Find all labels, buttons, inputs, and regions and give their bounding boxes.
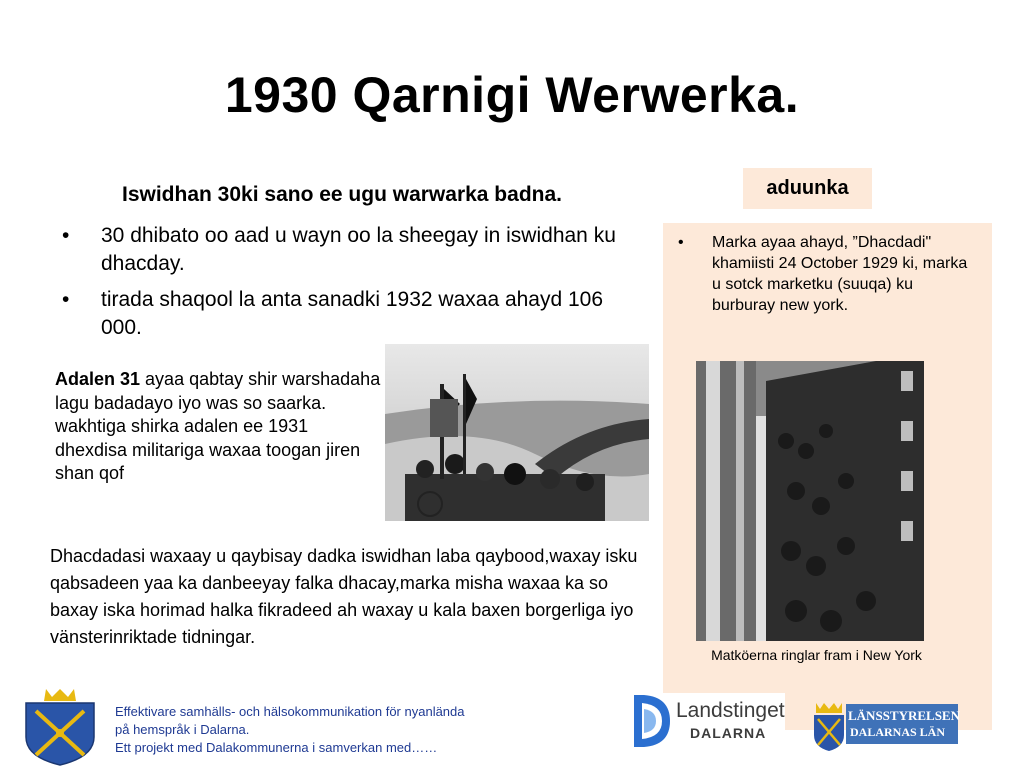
bullet-list <box>62 222 622 350</box>
bullet-text: 30 dhibato oo aad u wayn oo la sheegay in iswidhan ku dhacday. <box>101 224 616 275</box>
adalen-text <box>55 368 385 486</box>
footer-line: Effektivare samhälls- och hälsokommunikation för nyanlända <box>115 704 465 719</box>
march-photo <box>385 344 649 521</box>
bullet-glyph: • <box>62 288 70 311</box>
landstinget-d-icon <box>630 693 672 749</box>
world-bullet <box>678 232 978 316</box>
dalarna-crest <box>22 685 98 767</box>
queue-caption: Matköerna ringlar fram i New York <box>711 647 922 663</box>
lansstyrelsen-word: LÄNSSTYRELSEN <box>848 708 960 723</box>
landstinget-word: Landstinget <box>676 699 785 722</box>
slide-title: 1930 Qarnigi Werwerka. <box>224 67 800 123</box>
adalen-bold: Adalen 31 <box>55 369 141 389</box>
dalarna-word: DALARNA <box>690 725 767 741</box>
bullet-glyph: • <box>678 234 684 251</box>
footer-line: på hemspråk i Dalarna. <box>115 722 250 737</box>
queue-photo <box>696 361 924 641</box>
adalen-line1: ayaa qabtay shir warshadaha lagu badadayo iyo was so saarka. <box>55 369 381 413</box>
bullet-glyph: • <box>62 224 70 247</box>
slide-subtitle: Iswidhan 30ki sano ee ugu warwarka badna. <box>122 183 562 206</box>
footer-line: Ett projekt med Dalakommunerna i samverkan med…… <box>115 740 438 755</box>
dalarnas-lan-word: DALARNAS LÄN <box>850 725 946 739</box>
bullet-item <box>62 222 622 278</box>
landstinget-logo <box>630 693 785 749</box>
aduunka-label: aduunka <box>743 168 872 209</box>
bullet-text: tirada shaqool la anta sanadki 1932 waxaa ahayd 106 000. <box>101 288 604 339</box>
footer-text <box>115 703 465 757</box>
bullet-item <box>62 286 622 342</box>
lansstyrelsen-crest-icon <box>808 695 850 752</box>
world-bullet-text: Marka ayaa ahayd, ”Dhacdadi" khamiisti 24 October 1929 ki, marka u sotck marketku (suuqa) ku burburay new york. <box>712 234 968 314</box>
world-panel-text <box>678 232 978 316</box>
summary-paragraph: Dhacdadasi waxaay u qaybisay dadka iswidhan laba qaybood,waxay isku qabsadeen yaa ka danbeeyay falka dhacay,marka misha waxaa ka so baxay iska horimad halka fikradeed ah waxay u kala baxen borgerliga iyo vänsterinriktade tidningar. <box>50 546 638 647</box>
adalen-line2: wakhtiga shirka adalen ee 1931 dhexdisa militariga waxaa toogan jiren shan qof <box>55 416 361 483</box>
lansstyrelsen-logo <box>808 695 958 752</box>
